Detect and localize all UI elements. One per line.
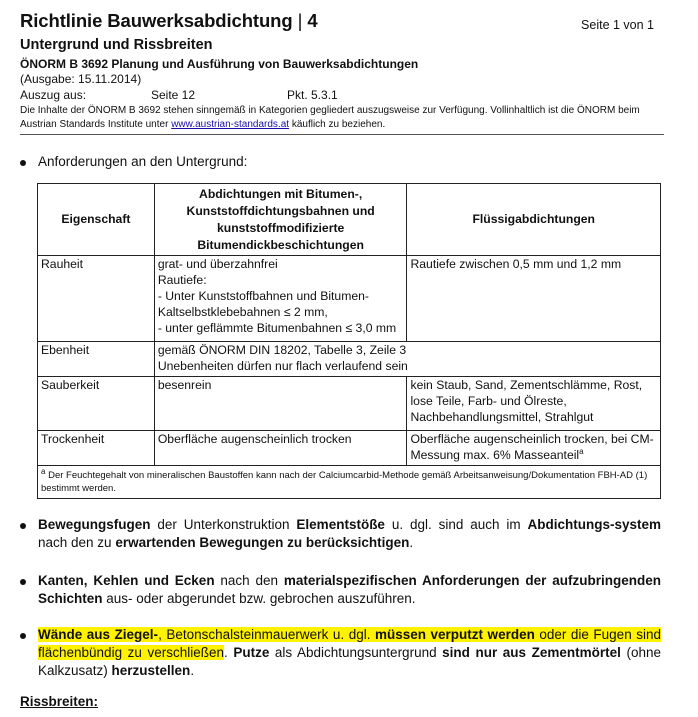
bullet-dot bbox=[20, 579, 26, 585]
bold-text: sind nur aus Zementmörtel bbox=[442, 645, 621, 660]
cell-property: Rauheit bbox=[38, 256, 155, 342]
cell-property: Ebenheit bbox=[38, 342, 155, 377]
page-info: Seite 1 von 1 bbox=[581, 18, 654, 32]
header-liquid: Flüssigabdichtungen bbox=[407, 184, 661, 256]
edition-date: (Ausgabe: 15.11.2014) bbox=[20, 72, 142, 86]
table-footnote-row bbox=[38, 466, 661, 499]
bold-text: müssen verputzt werden bbox=[375, 627, 535, 642]
bullet-walls bbox=[38, 626, 661, 680]
text: der Unterkonstruktion bbox=[150, 517, 297, 532]
cell-liquid: Rautiefe zwischen 0,5 mm und 1,2 mm bbox=[407, 256, 661, 342]
bullet-dot bbox=[20, 633, 26, 639]
bold-text: erwartenden Bewegungen zu berücksichtigen bbox=[115, 535, 410, 550]
bold-text: herzustellen bbox=[111, 663, 191, 678]
cell-bitumen: besenrein bbox=[154, 377, 407, 431]
cell-merged: gemäß ÖNORM DIN 18202, Tabelle 3, Zeile 3 Unebenheiten dürfen nur flach verlaufend sein bbox=[154, 342, 660, 377]
table-row bbox=[38, 256, 661, 342]
header-bitumen: Abdichtungen mit Bitumen-, Kunststoffdichtungsbahnen und kunststoffmodifizierte Bitumendickbeschichtungen bbox=[154, 184, 407, 256]
requirements-table bbox=[37, 183, 661, 499]
text: . bbox=[224, 645, 234, 660]
header-divider bbox=[20, 134, 664, 135]
document-subtitle: Untergrund und Rissbreiten bbox=[20, 37, 213, 53]
text: . bbox=[190, 663, 195, 678]
cell-property: Sauberkeit bbox=[38, 377, 155, 431]
cell-bitumen: Oberfläche augenscheinlich trocken bbox=[154, 431, 407, 466]
bold-text: Kanten, Kehlen und Ecken bbox=[38, 573, 215, 588]
cell-liquid bbox=[407, 431, 661, 466]
bullet-dot bbox=[20, 523, 26, 529]
table-footnote bbox=[38, 466, 661, 499]
text: oder die Fugen sind bbox=[534, 627, 661, 642]
text: als Abdichtungsuntergrund bbox=[269, 645, 443, 660]
bold-text: Bewegungsfugen bbox=[38, 517, 151, 532]
bullet-movement-joints bbox=[38, 516, 661, 552]
bold-text: Putze bbox=[233, 645, 270, 660]
table-row bbox=[38, 431, 661, 466]
text: (ohne Kalkzusatz) bbox=[38, 645, 662, 678]
table-row bbox=[38, 377, 661, 431]
text: nach den zu bbox=[38, 535, 116, 550]
footnote-text: Der Feuchtegehalt von mineralischen Baustoffen kann nach der Calciumcarbid-Methode gemäß Arbeitsanweisung/Dokumentation FBH-AD (1) bestimmt werden. bbox=[41, 470, 648, 494]
notice-tail: käuflich zu beziehen. bbox=[291, 118, 386, 130]
title-number: 4 bbox=[307, 10, 318, 31]
norm-title: ÖNORM B 3692 Planung und Ausführung von Bauwerksabdichtungen bbox=[20, 57, 419, 71]
cell-liquid-text: Oberfläche augenscheinlich trocken, bei CM-Messung max. 6% Masseanteil bbox=[410, 432, 654, 462]
title-separator: | bbox=[297, 10, 303, 31]
text: aus- oder abgerundet bzw. gebrochen auszuführen. bbox=[102, 591, 416, 606]
bold-text: materialspezifischen Anforderungen der aufzubringenden Schichten bbox=[38, 573, 661, 606]
section-crack-widths-label: Rissbreiten: bbox=[20, 694, 99, 709]
standards-link[interactable]: www.austrian-standards.at bbox=[171, 118, 290, 130]
cell-bitumen: grat- und überzahnfrei Rautiefe: - Unter Kunststoffbahnen und Bitumen- Kaltselbstklebebahnen ≤ 2 mm, - unter geflämmte Bitumenbahnen ≤ 3,0 mm bbox=[154, 256, 407, 342]
bold-text: Abdichtungs-system bbox=[527, 517, 661, 532]
notice-body: Die Inhalte der ÖNORM B 3692 stehen sinngemäß in Kategorien gegliedert auszugsweise zur Verfügung. Vollinhaltlich ist die ÖNORM beim Austrian Standards Institute unter bbox=[20, 105, 640, 130]
excerpt-page: Seite 12 bbox=[151, 88, 196, 102]
footnote-ref: a bbox=[579, 446, 584, 456]
cell-liquid: kein Staub, Sand, Zementschlämme, Rost, lose Teile, Farb- und Ölreste, Nachbehandlungsmittel, Strahlgut bbox=[407, 377, 661, 431]
bullet-edges bbox=[38, 572, 661, 608]
section-requirements-label: Anforderungen an den Untergrund: bbox=[38, 154, 248, 169]
text: flächenbündig zu verschließen bbox=[38, 645, 224, 660]
excerpt-section: Pkt. 5.3.1 bbox=[287, 88, 338, 102]
excerpt-label: Auszug aus: bbox=[20, 88, 87, 102]
cell-property: Trockenheit bbox=[38, 431, 155, 466]
table-row bbox=[38, 342, 661, 377]
document-title bbox=[20, 10, 668, 32]
bullet-dot bbox=[20, 160, 26, 166]
notice-text bbox=[20, 104, 662, 131]
bold-text: Wände aus Ziegel- bbox=[38, 627, 159, 642]
footnote-mark: a bbox=[41, 466, 46, 476]
text: . bbox=[409, 535, 414, 550]
title-main: Richtlinie Bauwerksabdichtung bbox=[20, 10, 293, 31]
bold-text: Elementstöße bbox=[296, 517, 385, 532]
text: nach den bbox=[214, 573, 284, 588]
text: u. dgl. sind auch im bbox=[384, 517, 528, 532]
table-header-row bbox=[38, 184, 661, 256]
header-property: Eigenschaft bbox=[38, 184, 155, 256]
text: , Betonschalsteinmauerwerk u. dgl. bbox=[158, 627, 375, 642]
